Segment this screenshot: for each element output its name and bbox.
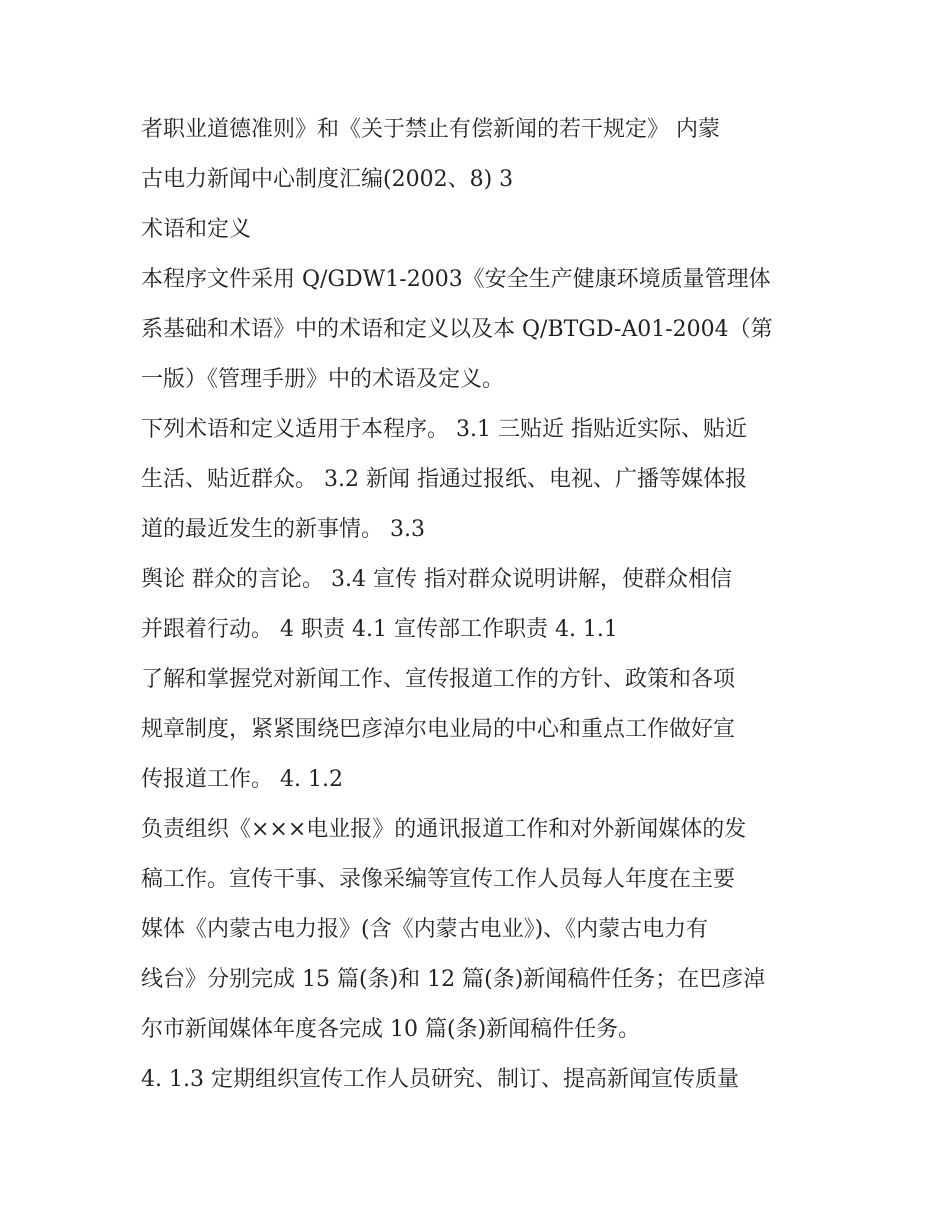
text-line: 媒体《内蒙古电力报》(含《内蒙古电业》)、《内蒙古电力有	[141, 917, 709, 942]
text-line: 本程序文件采用 Q/GDW1-2003《安全生产健康环境质量管理体	[141, 267, 771, 292]
text-line: 线台》分别完成 15 篇(条)和 12 篇(条)新闻稿件任务；在巴彦淖	[141, 967, 766, 992]
text-line: 4. 1.3 定期组织宣传工作人员研究、制订、提高新闻宣传质量	[141, 1067, 739, 1092]
text-line: 尔市新闻媒体年度各完成 10 篇(条)新闻稿件任务。	[141, 1017, 641, 1042]
text-line: 并跟着行动。 4 职责 4.1 宣传部工作职责 4. 1.1	[141, 617, 618, 642]
text-line: 古电力新闻中心制度汇编(2002、8) 3	[141, 167, 514, 192]
text-line: 规章制度，紧紧围绕巴彦淖尔电业局的中心和重点工作做好宣	[141, 717, 736, 742]
text-line: 下列术语和定义适用于本程序。 3.1 三贴近 指贴近实际、贴近	[141, 417, 747, 442]
text-line: 生活、贴近群众。 3.2 新闻 指通过报纸、电视、广播等媒体报	[141, 467, 747, 492]
text-line: 传报道工作。 4. 1.2	[141, 767, 343, 792]
body-text	[141, 110, 821, 1110]
text-line: 系基础和术语》中的术语和定义以及本 Q/BTGD-A01-2004（第	[141, 317, 773, 342]
text-line: 负责组织《×××电业报》的通讯报道工作和对外新闻媒体的发	[141, 817, 747, 842]
text-line: 舆论 群众的言论。 3.4 宣传 指对群众说明讲解，使群众相信	[141, 567, 732, 592]
text-line: 道的最近发生的新事情。 3.3	[141, 517, 425, 542]
section-heading: 术语和定义	[141, 217, 252, 242]
text-line: 了解和掌握党对新闻工作、宣传报道工作的方针、政策和各项	[141, 667, 736, 692]
text-line: 稿工作。宣传干事、录像采编等宣传工作人员每人年度在主要	[141, 867, 736, 892]
text-line: 者职业道德准则》和《关于禁止有偿新闻的若干规定》 内蒙	[141, 117, 720, 142]
text-line: 一版）《管理手册》中的术语及定义。	[141, 367, 505, 392]
